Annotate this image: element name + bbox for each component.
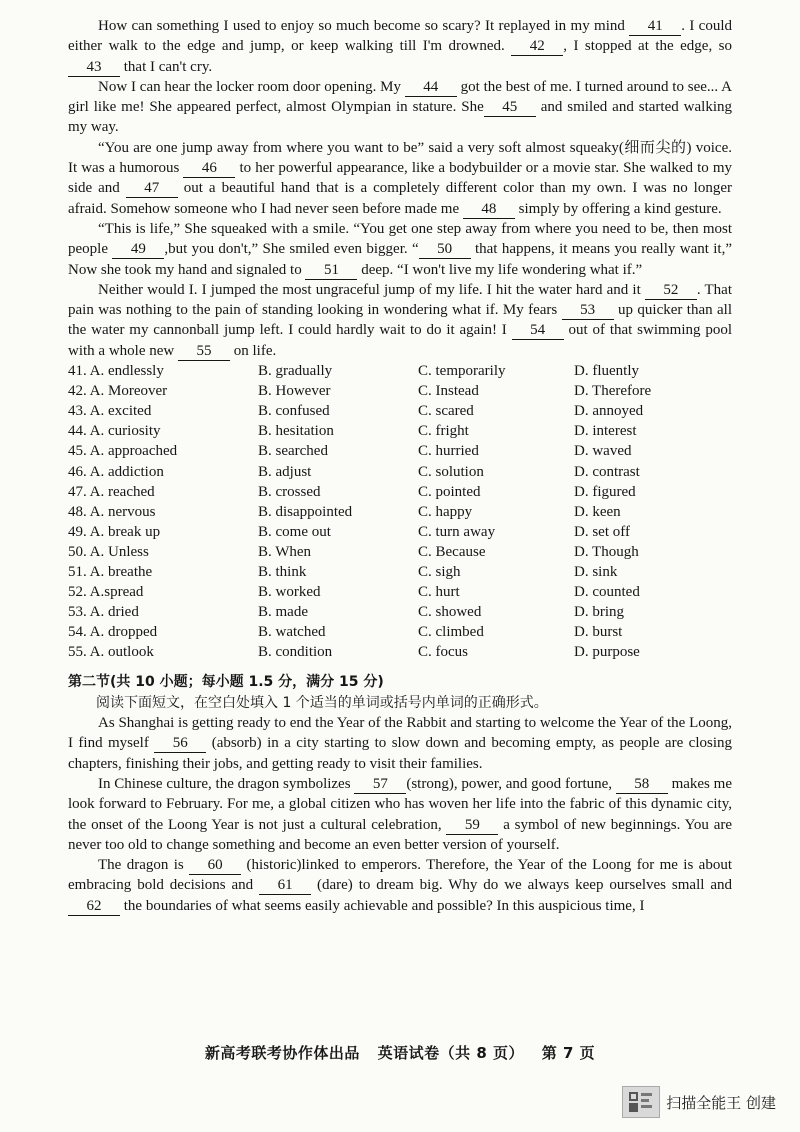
option-b: B. disappointed [258, 503, 353, 520]
option-b: B. confused [258, 403, 330, 420]
blank-60: 60 [189, 857, 241, 875]
blank-45: 45 [484, 99, 536, 117]
passage-paragraph: How can something I used to enjoy so much become so scary? It replayed in my mind 41 . I could either walk to the edge and jump, or keep walking till I'm drowned. 42 , I stopped at the edge, so 43 that I can't cry. [68, 18, 732, 75]
blank-41: 41 [629, 18, 681, 36]
watermark-text: 扫描全能王 创建 [666, 1093, 776, 1112]
option-a: 41. A. endlessly [68, 363, 164, 380]
option-a: 49. A. break up [68, 523, 161, 540]
option-c: C. showed [418, 604, 482, 621]
option-a: 44. A. curiosity [68, 423, 161, 440]
option-row [68, 582, 732, 602]
option-d: D. burst [574, 624, 623, 641]
option-d: D. waved [574, 443, 632, 460]
options-list [68, 361, 732, 662]
section-heading: 第二节(共 10 小题；每小题 1.5 分，满分 15 分) [68, 674, 384, 691]
option-b: B. made [258, 604, 308, 621]
option-row [68, 421, 732, 441]
option-c: C. climbed [418, 624, 484, 641]
option-b: B. adjust [258, 463, 312, 480]
option-d: D. purpose [574, 644, 640, 661]
option-a: 54. A. dropped [68, 624, 158, 641]
option-b: B. condition [258, 644, 333, 661]
option-b: B. searched [258, 443, 328, 460]
option-d: D. fluently [574, 363, 639, 380]
option-b: B. crossed [258, 483, 321, 500]
passage-paragraph: As Shanghai is getting ready to end the Year of the Rabbit and starting to welcome the Year of the Loong, I find myself 56 (absorb) in a city starting to slow down and becoming empty, as people are closing chapters, finishing their jobs, and getting ready to visit their families. [68, 715, 732, 772]
blank-49: 49 [112, 241, 164, 259]
option-c: C. hurried [418, 443, 479, 460]
passage-paragraph: Now I can hear the locker room door opening. My 44 got the best of me. I turned around to see... A girl like me! She appeared perfect, almost Olympian in stature. She 45 and smiled and started walking my way. [68, 78, 732, 136]
blank-52: 52 [645, 282, 697, 300]
option-c: C. hurt [418, 584, 460, 601]
option-a: 55. A. outlook [68, 644, 154, 661]
blank-51: 51 [305, 262, 357, 280]
option-row [68, 502, 732, 522]
passage-paragraph: “You are one jump away from where you want to be” said a very soft almost squeaky(细而尖的) voice. It was a humorous 46 to her powerful appearance, like a bodybuilder or a movie star. She walked to my side and 47 out a beautiful hand that is a completely different color than my own. I was no longer afraid. Somehow someone who I had never seen before made me 48 simply by offering a kind gesture. [68, 139, 733, 217]
option-row [68, 542, 732, 562]
option-d: D. annoyed [574, 403, 644, 420]
option-row [68, 522, 732, 542]
option-row [68, 622, 732, 642]
option-d: D. counted [574, 584, 640, 601]
blank-48: 48 [463, 201, 515, 219]
blank-58: 58 [616, 776, 668, 794]
grammar-fill-passage [68, 713, 732, 916]
option-row [68, 401, 732, 421]
option-row [68, 602, 732, 622]
footer-publisher: 新高考联考协作体出品 [204, 1044, 360, 1062]
option-b: B. think [258, 563, 307, 580]
option-a: 43. A. excited [68, 403, 152, 420]
option-b: B. When [258, 543, 312, 560]
footer-page-number: 第 7 页 [541, 1044, 596, 1062]
option-c: C. focus [418, 644, 468, 661]
blank-55: 55 [178, 343, 230, 361]
option-a: 46. A. addiction [68, 463, 164, 480]
option-b: B. worked [258, 584, 321, 601]
option-d: D. set off [574, 523, 630, 540]
option-a: 51. A. breathe [68, 563, 153, 580]
option-c: C. Because [418, 543, 486, 560]
blank-42: 42 [511, 38, 563, 56]
passage-paragraph: “This is life,” She squeaked with a smile. “You get one step away from where you need to be, then most people 49 ,but you don't,” She smiled even bigger. “ 50 that happens, it means you really want it,” Now she took my hand and signaled to 51 deep. “I won't live my life wondering what if.” [68, 220, 732, 278]
option-row [68, 361, 732, 381]
option-c: C. happy [418, 503, 473, 520]
exam-page [68, 16, 732, 916]
scanner-watermark [622, 1086, 776, 1118]
option-row [68, 562, 732, 582]
blank-59: 59 [446, 817, 498, 835]
option-d: D. Therefore [574, 383, 652, 400]
option-c: C. solution [418, 463, 484, 480]
section-instruction: 阅读下面短文，在空白处填入 1 个适当的单词或括号内单词的正确形式。 [96, 694, 548, 711]
option-b: B. However [258, 383, 331, 400]
option-c: C. fright [418, 423, 469, 440]
blank-54: 54 [512, 322, 564, 340]
blank-62: 62 [68, 898, 120, 916]
option-c: C. turn away [418, 523, 496, 540]
passage-paragraph: In Chinese culture, the dragon symbolizes 57 (strong), power, and good fortune, 58 makes me look forward to February. For me, a global citizen who has woven her life into the fabric of this dynamic city, the onset of the Loong Year is not just a cultural celebration, 59 a symbol of new beginnings. You are never too old to change something and become an even better version of yourself. [68, 775, 733, 853]
footer-paper: 英语试卷（共 8 页） [377, 1044, 524, 1062]
option-b: B. gradually [258, 363, 333, 380]
option-row [68, 441, 732, 461]
option-d: D. figured [574, 483, 636, 500]
cloze-passage [68, 16, 732, 361]
option-b: B. hesitation [258, 423, 334, 440]
option-d: D. bring [574, 604, 624, 621]
blank-46: 46 [183, 160, 235, 178]
option-a: 53. A. dried [68, 604, 139, 621]
blank-44: 44 [405, 79, 457, 97]
blank-50: 50 [419, 241, 471, 259]
option-row [68, 462, 732, 482]
option-a: 52. A.spread [68, 584, 144, 601]
option-c: C. temporarily [418, 363, 506, 380]
option-d: D. sink [574, 563, 618, 580]
blank-53: 53 [562, 302, 614, 320]
blank-56: 56 [154, 735, 206, 753]
option-a: 50. A. Unless [68, 543, 149, 560]
blank-43: 43 [68, 59, 120, 77]
option-c: C. sigh [418, 563, 461, 580]
option-row [68, 642, 732, 662]
option-c: C. pointed [418, 483, 481, 500]
option-b: B. watched [258, 624, 326, 641]
option-c: C. scared [418, 403, 474, 420]
camscanner-logo-icon [622, 1086, 660, 1118]
passage-paragraph: The dragon is 60 (historic)linked to emperors. Therefore, the Year of the Loong for me is about embracing bold decisions and 61 (dare) to dream big. Why do we always keep ourselves small and 62 the boundaries of what seems easily achievable and possible? In this auspicious time, I [68, 857, 732, 914]
option-a: 47. A. reached [68, 483, 155, 500]
passage-paragraph: Neither would I. I jumped the most ungraceful jump of my life. I hit the water hard and it 52 . That pain was nothing to the pain of standing looking in wondering what if. My fears 53 up quicker than all the water my cannonball jump left. I could hardly wait to do it again! I 54 out of that swimming pool with a whole new 55 on life. [68, 281, 733, 359]
option-row [68, 482, 732, 502]
option-a: 48. A. nervous [68, 503, 156, 520]
option-a: 45. A. approached [68, 443, 178, 460]
option-d: D. contrast [574, 463, 640, 480]
blank-57: 57 [354, 776, 406, 794]
option-row [68, 381, 732, 401]
option-d: D. interest [574, 423, 637, 440]
option-b: B. come out [258, 523, 331, 540]
option-d: D. Though [574, 543, 639, 560]
blank-47: 47 [126, 180, 178, 198]
option-a: 42. A. Moreover [68, 383, 168, 400]
option-d: D. keen [574, 503, 621, 520]
page-footer [0, 1042, 800, 1063]
option-c: C. Instead [418, 383, 479, 400]
blank-61: 61 [259, 877, 311, 895]
